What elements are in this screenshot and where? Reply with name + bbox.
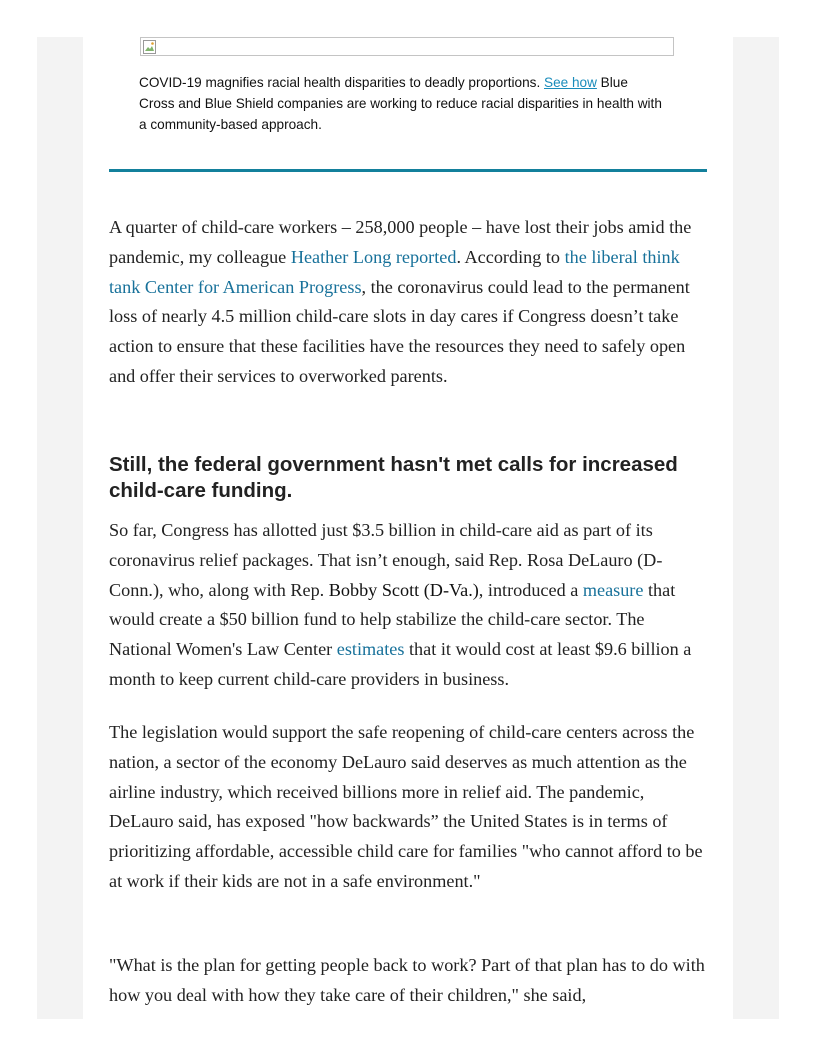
article-paragraph-4: "What is the plan for getting people back to work? Part of that plan has to do with how you deal with how they take care of their children," she said,: [109, 955, 705, 1005]
right-gutter: [733, 37, 779, 1019]
article-paragraph-2: So far, Congress has allotted just $3.5 billion in child-care aid as part of its coronavirus relief packages. That isn’t enough, said Rep. Rosa DeLauro (D-Conn.), who, along with Rep. Bobby Scott (D-Va.), introduced a measure that would create a $50 billion fund to help stabilize the child-care sector. The National Women's Law Center estimates that it would cost at least $9.6 billion a month to keep current child-care providers in business.: [109, 520, 692, 689]
ad-image[interactable]: [140, 37, 674, 56]
estimates-link[interactable]: estimates: [336, 639, 405, 660]
ad-caption: COVID-19 magnifies racial health disparities to deadly proportions. See how Blue Cross and Blue Shield companies are working to reduce racial disparities in health with a community-based approach.: [139, 75, 662, 132]
broken-image-icon: [143, 40, 157, 54]
left-gutter: [37, 37, 83, 1019]
measure-link[interactable]: measure: [582, 579, 644, 600]
article-paragraph-1: A quarter of child-care workers – 258,000 people – have lost their jobs amid the pandemic, my colleague Heather Long reported. According to the liberal think tank Center for American Progress, the coronavirus could lead to the permanent loss of nearly 4.5 million child-care slots in day cares if Congress doesn’t take action to ensure that these facilities have the resources they need to safely open and offer their services to overworked parents.: [109, 217, 692, 386]
article-paragraph-3: The legislation would support the safe reopening of child-care centers across the nation, a sector of the economy DeLauro said deserves as much attention as the airline industry, which received billions more in relief aid. The pandemic, DeLauro said, has exposed "how backwards” the United States is in terms of prioritizing affordable, accessible child care for families "who cannot afford to be at work if their kids are not in a safe environment.": [109, 722, 703, 891]
center-american-progress-link[interactable]: the liberal think tank Center for American Progress: [109, 246, 680, 297]
section-heading: Still, the federal government hasn't met calls for increased child-care funding.: [109, 453, 678, 502]
see-how-link[interactable]: See how: [544, 75, 597, 90]
bobby-scott-name: Bobby Scott (D-Va.): [328, 579, 479, 600]
section-divider: [109, 169, 707, 172]
heather-long-link[interactable]: Heather Long reported: [290, 246, 457, 267]
